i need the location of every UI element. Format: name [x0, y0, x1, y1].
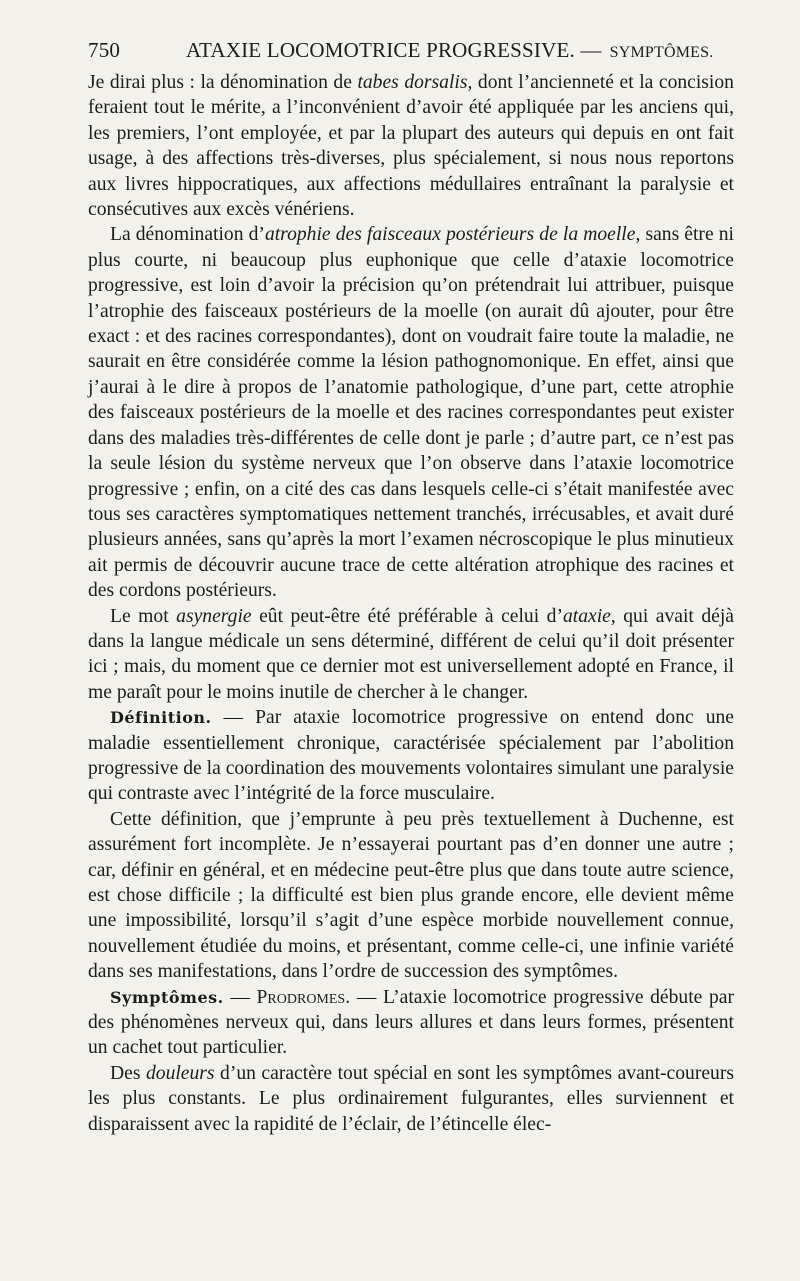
- page-number: 750: [88, 38, 121, 62]
- body-text: [88, 70, 734, 1137]
- paragraph-douleurs: [88, 1061, 734, 1137]
- text-run: , dont l’ancienneté et la concision feraient tout le mérite, a l’inconvénient d’avoir été appliquée par les anciens qui, les premiers, l’ont employée, et par la plupart des auteurs qui depuis en ont fait usage, à des affections très-diverses, plus spécialement, si nous nous reportons aux livres hippocratiques, aux affections médullaires entraînant la paralysie et consécutives aux excès vénériens.: [88, 72, 734, 221]
- text-run: — L’ataxie locomotrice progressive débute par des phénomènes nerveux qui, dans leurs allures et dans leurs formes, présentent un cachet tout particulier.: [88, 986, 734, 1059]
- paragraph-symptomes: [88, 985, 734, 1061]
- emphasis-tabes-dorsalis: tabes dorsalis: [357, 72, 468, 93]
- text-run: eût peut-être été préférable à celui d’: [251, 605, 563, 627]
- emphasis-atrophie: atrophie des faisceaux postérieurs de la moelle: [264, 224, 636, 246]
- text-run: , sans être ni plus courte, ni beaucoup plus euphonique que celle d’ataxie locomotrice progressive, est loin d’avoir la précision qu’on prétendrait lui attribuer, puisque l’atrophie des faisceaux postérieurs de la moelle (on aurait dû ajouter, pour être exact : et des racines correspondantes), dont on voudrait faire toute la maladie, ne saurait en être considérée comme la lésion pathognomonique. En effet, ainsi que j’aurai à le dire à propos de l’anatomie pathologique, d’une part, cette atrophie des faisceaux postérieurs de la moelle et des racines correspondantes peut exister dans des maladies très-différentes de celle dont je parle ; d’autre part, ce n’est pas la seule lésion du système nerveux que l’on observe dans l’ataxie locomotrice progressive ; enfin, on a cité des cas dans lesquels celle-ci s’était manifestée avec tous ses caractères symptomatiques nettement tranchés, irrécusables, et avait duré plusieurs années, sans qu’après la mort l’examen nécroscopique le plus minutieux ait permis de découvrir aucune trace de cette altération atrophique des racines et des cordons postérieurs.: [88, 224, 734, 602]
- emphasis-douleurs: douleurs: [145, 1062, 215, 1084]
- paragraph-asynergie: [88, 604, 734, 706]
- subheading-prodromes: Prodromes.: [256, 986, 351, 1008]
- paragraph-tabes-dorsalis: [88, 70, 734, 222]
- text-run: Cette définition, que j’emprunte à peu près textuellement à Duchenne, est assurément fort incomplète. Je n’essayerai pourtant pas d’en donner une autre ; car, définir en général, et en médecine peut-être plus que dans toute autre science, est chose difficile ; la difficulté est bien plus grande encore, elle devient même une impossibilité, lorsqu’il s’agit d’une espèce morbide nouvellement connue, nouvellement étudiée du moins, et présentant, comme celle-ci, une infinie variété dans ses manifestations, dans l’ordre de succession des symptômes.: [88, 808, 734, 983]
- text-run: d’un caractère tout spécial en sont les symptômes avant-coureurs les plus constants. Le plus ordinairement fulgurantes, elles surviennent et disparaissent avec la rapidité de l’éclair, de l’étincelle élec-: [88, 1062, 735, 1135]
- text-run: — Par ataxie locomotrice progressive on entend donc une maladie essentiellement chronique, caractérisée spécialement par l’abolition progressive de la coordination des mouvements volontaires simulant une paralysie qui contraste avec l’intégrité de la force musculaire.: [88, 707, 734, 805]
- section-heading-definition: Définition.: [110, 708, 212, 728]
- emphasis-asynergie: asynergie: [176, 605, 252, 627]
- paragraph-definition: [88, 705, 734, 807]
- running-section: SYMPTÔMES.: [609, 44, 714, 61]
- text-run: —: [223, 986, 257, 1008]
- text-run: La dénomination d’: [110, 224, 265, 246]
- text-run: Je dirai plus : la dénomination de: [88, 72, 358, 93]
- paragraph-duchenne: [88, 807, 734, 985]
- section-heading-symptomes: Symptômes.: [110, 987, 224, 1007]
- text-run: , qui avait déjà dans la langue médicale un sens déterminé, différent de celui qu’il doit présenter ici ; mais, du moment que ce dernier mot est universellement adopté en France, il me paraît pour le moins inutile de chercher à le changer.: [88, 605, 734, 703]
- running-title: ATAXIE LOCOMOTRICE PROGRESSIVE. —: [186, 38, 602, 62]
- text-run: Le mot: [110, 605, 177, 627]
- text-run: Des: [110, 1062, 146, 1084]
- paragraph-atrophie: [88, 222, 734, 603]
- running-head: [88, 38, 734, 68]
- emphasis-ataxie: ataxie: [562, 605, 611, 627]
